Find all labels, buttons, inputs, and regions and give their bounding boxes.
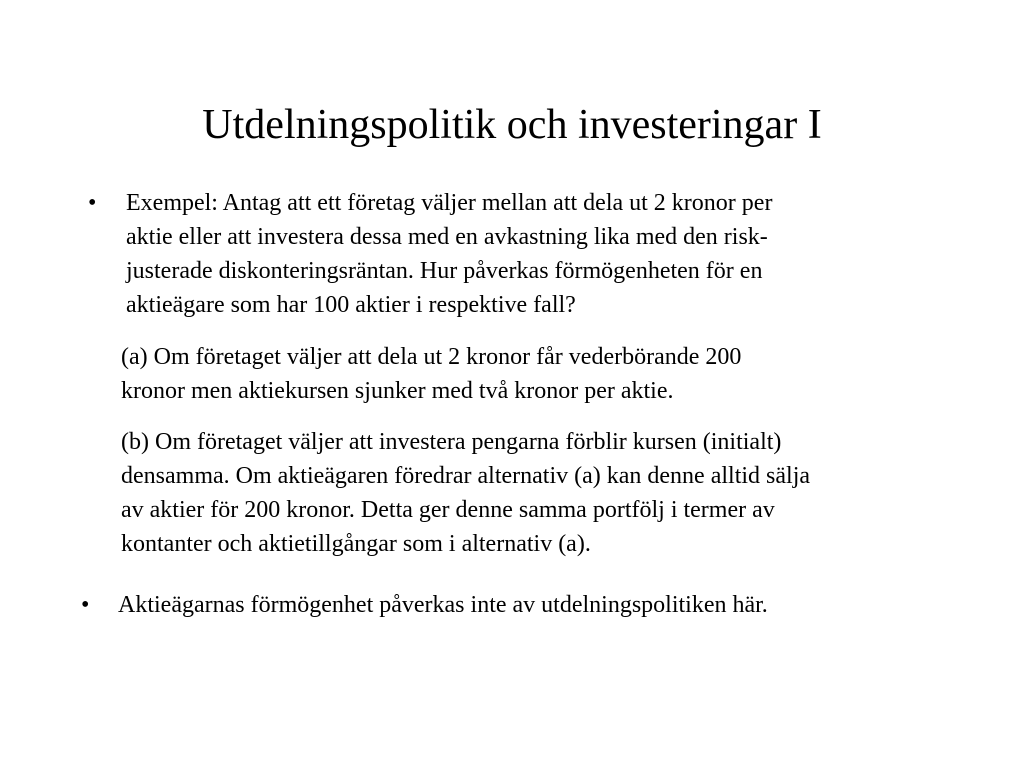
sub-b-line-2: densamma. Om aktieägaren föredrar alternativ (a) kan denne alltid sälja [121, 463, 811, 489]
sub-a-line-2: kronor men aktiekursen sjunker med två kronor per aktie. [121, 378, 674, 404]
sub-b-line-1: (b) Om företaget väljer att investera pengarna förblir kursen (initialt) [121, 429, 782, 455]
sub-b-line-4: kontanter och aktietillgångar som i alternativ (a). [121, 531, 591, 557]
bullet-1-line-3: justerade diskonteringsräntan. Hur påverkas förmögenheten för en [126, 258, 763, 284]
slide-title: Utdelningspolitik och investeringar I [202, 102, 822, 148]
sub-a-line-1: (a) Om företaget väljer att dela ut 2 kronor får vederbörande 200 [121, 344, 742, 370]
bullet-1-line-1: Exempel: Antag att ett företag väljer mellan att dela ut 2 kronor per [126, 190, 773, 216]
bullet-marker-1: • [88, 190, 97, 216]
bullet-1-line-4: aktieägare som har 100 aktier i respektive fall? [126, 292, 576, 318]
bullet-1-line-2: aktie eller att investera dessa med en avkastning lika med den risk- [126, 224, 768, 250]
sub-b-line-3: av aktier för 200 kronor. Detta ger denne samma portfölj i termer av [121, 497, 775, 523]
bullet-2-line-1: Aktieägarnas förmögenhet påverkas inte av utdelningspolitiken här. [118, 592, 768, 618]
bullet-marker-2: • [81, 592, 90, 618]
